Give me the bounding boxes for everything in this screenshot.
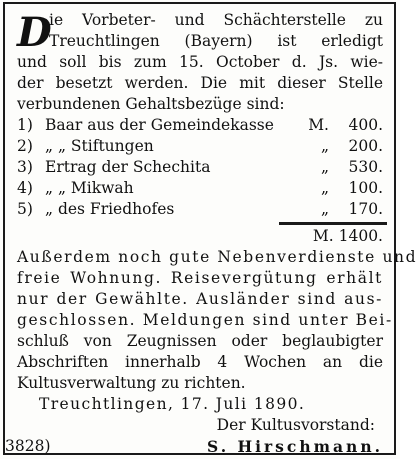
total-rule [279,222,387,225]
text-line: freie Wohnung. Reisevergütung erhält [17,269,383,287]
item-text: „ des Friedhofes [45,200,175,218]
text-line: und soll bis zum 15. October d. Js. wie- [17,53,383,71]
text-line: verbundenen Gehaltsbezüge sind: [17,95,285,113]
item-currency: M. [308,116,329,134]
item-text: Baar aus der Gemeindekasse [45,116,274,134]
item-currency: „ [320,158,329,176]
item-text: „ „ Stiftungen [45,137,154,155]
text-line: Außerdem noch gute Nebenverdienste und [17,248,417,266]
item-number: 4) [17,179,33,197]
text-line: schluß von Zeugnissen oder beglaubigter [17,332,383,350]
salary-item [17,136,383,157]
item-currency: „ [320,200,329,218]
item-currency: „ [320,179,329,197]
text-line: der besetzt werden. Die mit dieser Stelle [17,74,383,92]
salary-item [17,178,383,199]
item-number: 3) [17,158,33,176]
item-number: 1) [17,116,33,134]
text-line: Treuchtlingen (Bayern) ist erledigt [49,32,383,50]
text-line: nur der Gewählte. Ausländer sind aus- [17,290,383,308]
item-number: 5) [17,200,33,218]
item-number: 2) [17,137,33,155]
item-amount: 200. [348,137,383,155]
item-amount: 530. [348,158,383,176]
drop-cap-initial: D [17,9,52,56]
salary-item [17,199,383,220]
signature-row [5,436,383,457]
salary-total: M. 1400. [312,227,383,245]
item-amount: 400. [348,116,383,134]
ad-serial-number: 3828) [5,437,51,455]
text-line: geschlossen. Meldungen sind unter Bei- [17,311,393,329]
item-text: Ertrag der Schechita [45,158,211,176]
signature-name: S. Hirschmann. [207,437,383,456]
item-amount: 100. [348,179,383,197]
text-line: Abschriften innerhalb 4 Wochen an die [17,353,383,371]
salary-item [17,115,383,136]
text-line: ie Vorbeter- und Schächterstelle zu [49,11,383,29]
item-amount: 170. [348,200,383,218]
signature-title: Der Kultusvorstand: [216,416,375,434]
item-currency: „ [320,137,329,155]
advertisement-box [3,2,417,456]
item-text: „ „ Mikwah [45,179,134,197]
salary-item [17,157,383,178]
place-date: Treuchtlingen, 17. Juli 1890. [39,395,306,413]
text-line: Kultusverwaltung zu richten. [17,374,246,392]
